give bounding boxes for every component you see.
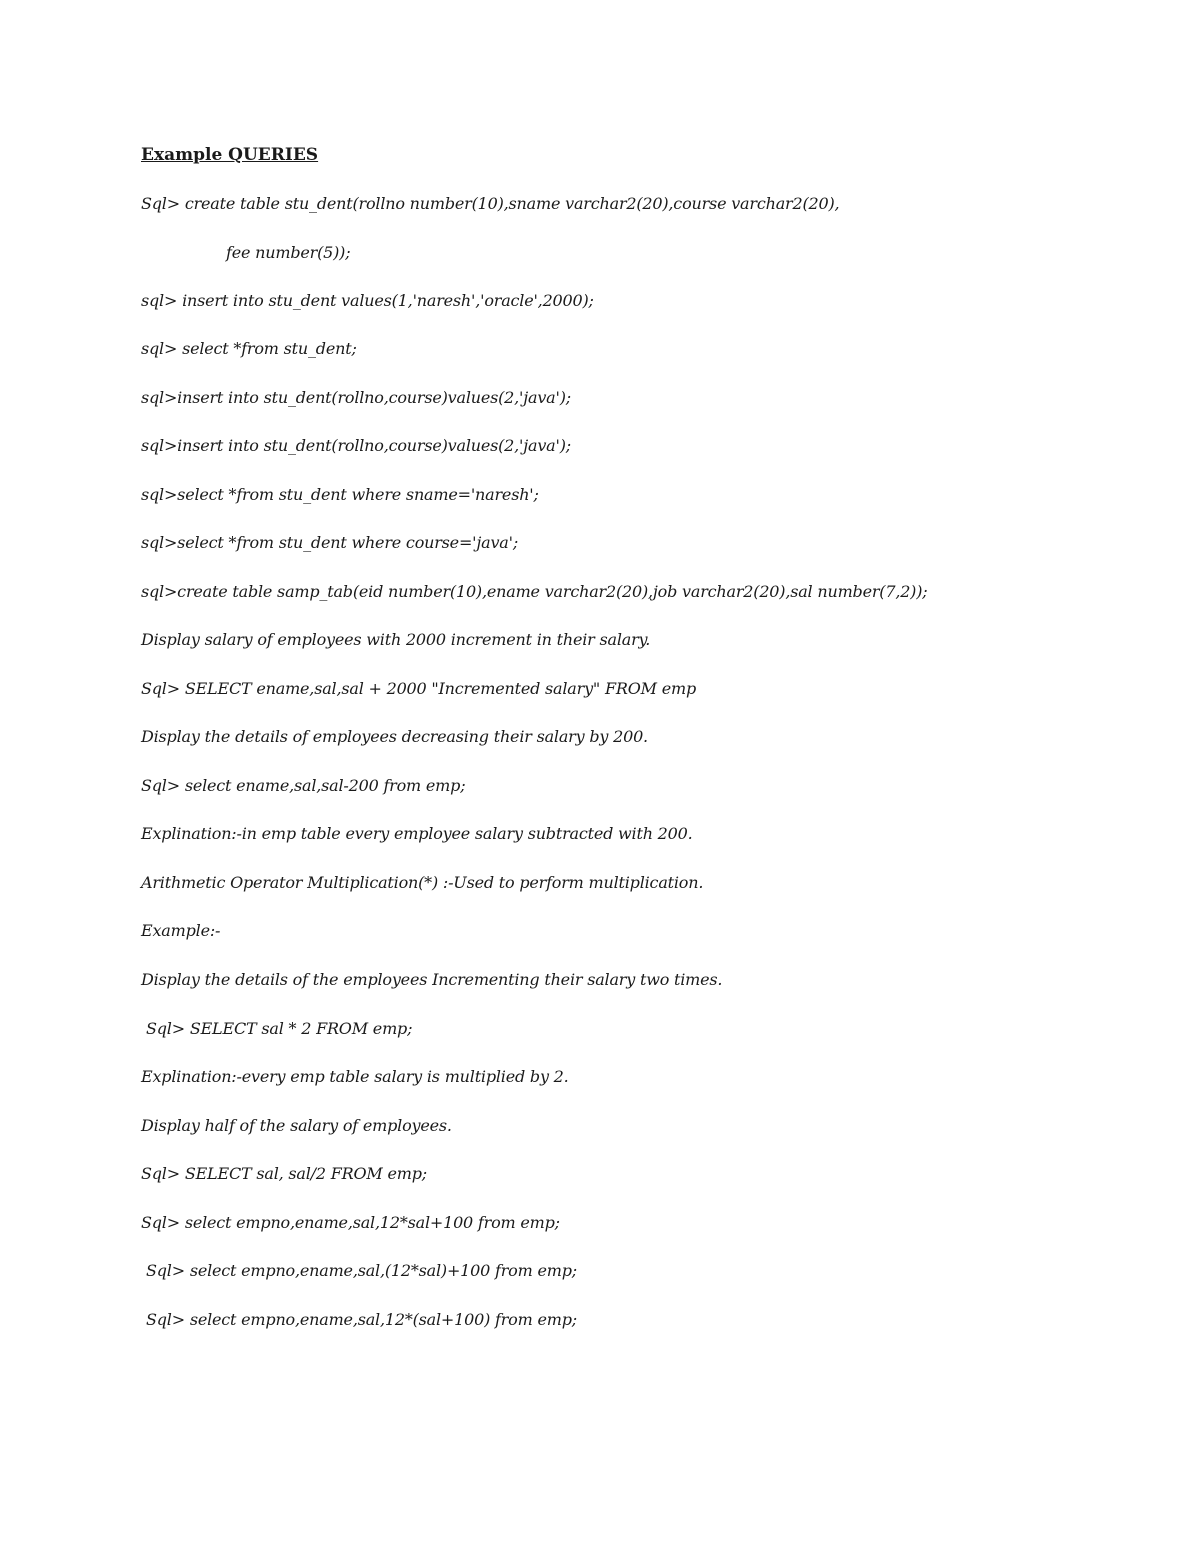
document-heading: Example QUERIES (141, 145, 319, 165)
text-line-create-table: Sql> create table stu_dent(rollno number(10),sname varchar2(20),course varchar2(20), (141, 194, 840, 213)
text-line-create-samp-tab: sql>create table samp_tab(eid number(10),ename varchar2(20),job varchar2(20),sal number(7,2)); (141, 582, 928, 601)
text-line-select-expression-2: Sql> select empno,ename,sal,(12*sal)+100 from emp; (146, 1261, 577, 1280)
text-line-select-decrease: Sql> select ename,sal,sal-200 from emp; (141, 776, 466, 795)
text-line-select-expression-3: Sql> select empno,ename,sal,12*(sal+100) from emp; (146, 1310, 577, 1329)
text-line-example-label: Example:- (141, 921, 221, 940)
text-line-select-increment: Sql> SELECT ename,sal,sal + 2000 "Incremented salary" FROM emp (141, 679, 696, 698)
text-line-select-where-course: sql>select *from stu_dent where course='java'; (141, 533, 519, 552)
text-line-insert-values: sql> insert into stu_dent values(1,'naresh','oracle',2000); (141, 291, 594, 310)
text-line-select-all: sql> select *from stu_dent; (141, 339, 357, 358)
text-line-create-table-continued: fee number(5)); (226, 243, 351, 262)
text-line-insert-columns-1: sql>insert into stu_dent(rollno,course)values(2,'java'); (141, 388, 571, 407)
text-line-select-where-sname: sql>select *from stu_dent where sname='naresh'; (141, 485, 539, 504)
text-line-display-decrease: Display the details of employees decreasing their salary by 200. (141, 727, 648, 746)
text-line-insert-columns-2: sql>insert into stu_dent(rollno,course)values(2,'java'); (141, 436, 571, 455)
text-line-select-multiply: Sql> SELECT sal * 2 FROM emp; (146, 1019, 413, 1038)
text-line-select-expression-1: Sql> select empno,ename,sal,12*sal+100 from emp; (141, 1213, 560, 1232)
text-line-display-increment: Display salary of employees with 2000 increment in their salary. (141, 630, 651, 649)
text-line-display-half: Display half of the salary of employees. (141, 1116, 452, 1135)
text-line-display-two-times: Display the details of the employees Incrementing their salary two times. (141, 970, 723, 989)
text-line-multiplication-operator: Arithmetic Operator Multiplication(*) :-Used to perform multiplication. (141, 873, 704, 892)
text-line-select-half: Sql> SELECT sal, sal/2 FROM emp; (141, 1164, 427, 1183)
text-line-explanation-multiply: Explination:-every emp table salary is multiplied by 2. (141, 1067, 569, 1086)
text-line-explanation-subtract: Explination:-in emp table every employee salary subtracted with 200. (141, 824, 693, 843)
